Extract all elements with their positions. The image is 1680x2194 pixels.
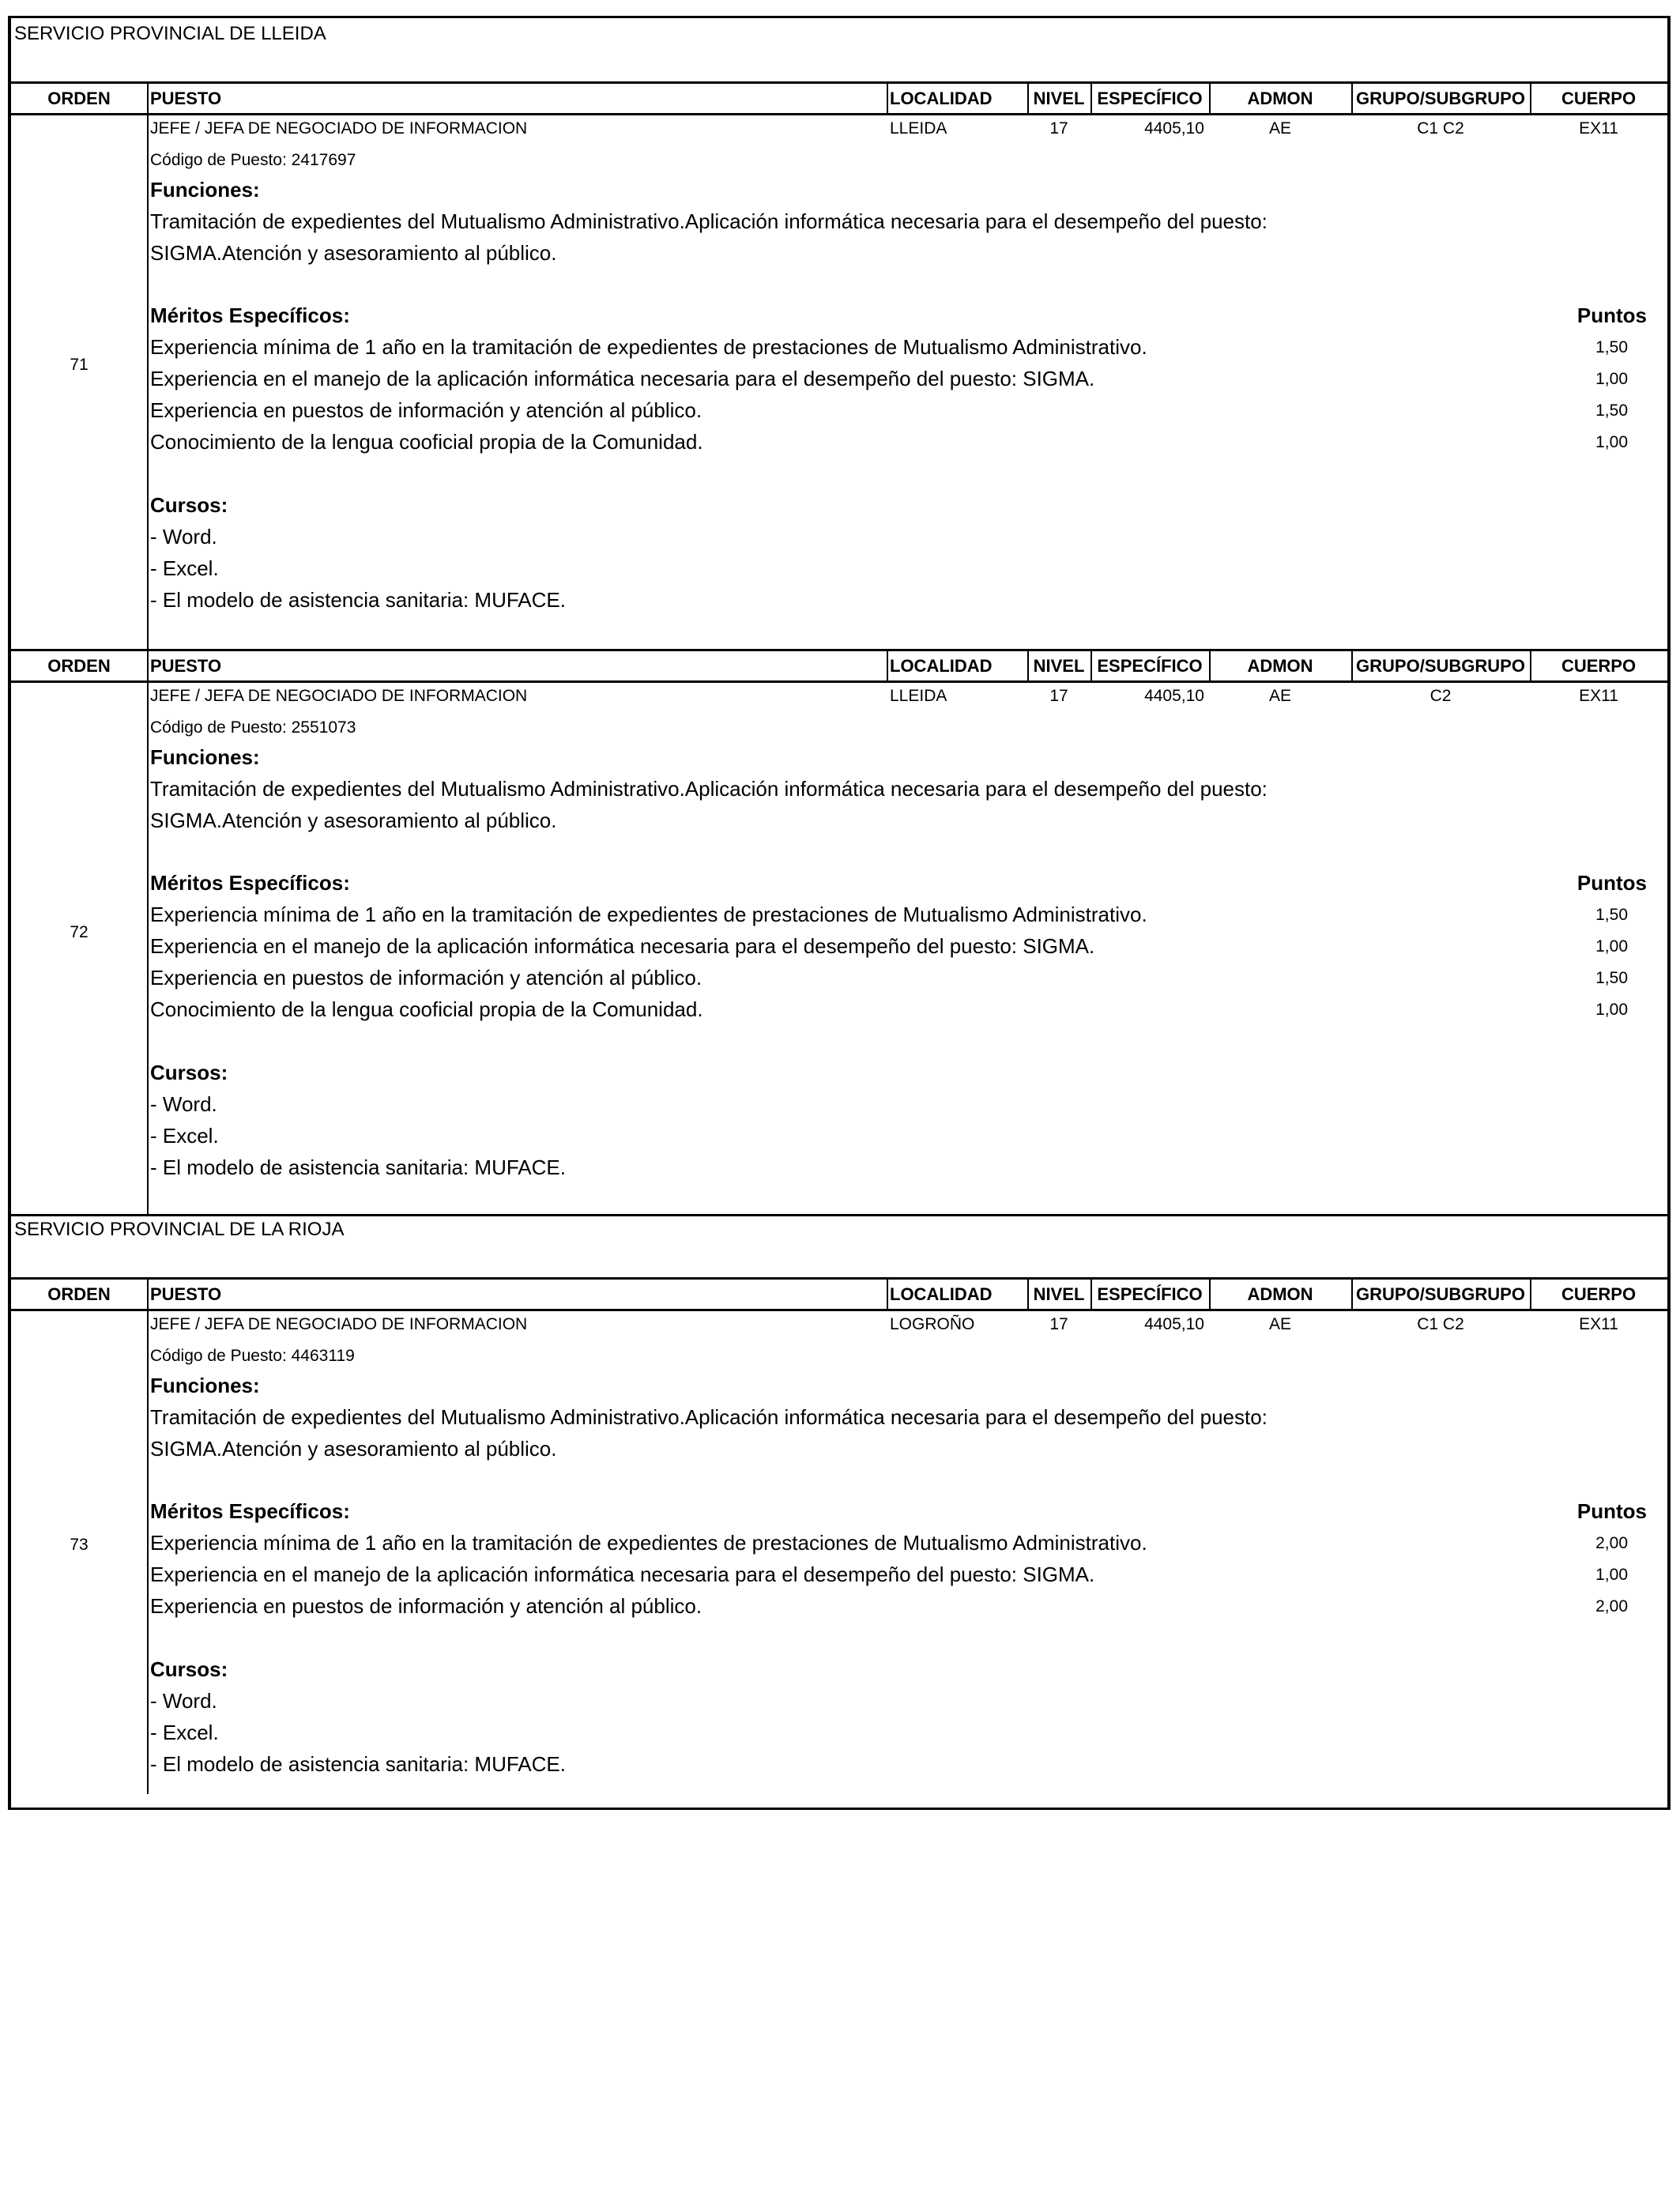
merito-puntos: 2,00 (1595, 1534, 1628, 1552)
funciones-line: Tramitación de expedientes del Mutualismo Administrativo.Aplicación informática necesaria para el desempeño del puesto: (150, 777, 1268, 801)
codigo-puesto: Código de Puesto: 4463119 (150, 1347, 355, 1365)
column-header-admon: ADMON (1247, 656, 1313, 676)
curso-line: - Excel. (150, 1124, 219, 1148)
curso-line: - El modelo de asistencia sanitaria: MUFACE. (150, 588, 566, 612)
column-header-puesto: PUESTO (150, 89, 222, 108)
funciones-line: SIGMA.Atención y asesoramiento al público. (150, 809, 557, 832)
curso-line: - Word. (150, 1092, 217, 1116)
funciones-line: SIGMA.Atención y asesoramiento al público. (150, 1437, 557, 1461)
column-divider (887, 1277, 888, 1309)
funciones-label: Funciones: (150, 745, 260, 769)
grupo-value: C1 C2 (1417, 1315, 1464, 1333)
curso-line: - El modelo de asistencia sanitaria: MUFACE. (150, 1155, 566, 1179)
row-divider (11, 680, 1667, 683)
row-divider (11, 81, 1667, 84)
curso-line: - Excel. (150, 1721, 219, 1744)
column-header-localidad: LOCALIDAD (890, 1284, 993, 1304)
column-header-orden: ORDEN (47, 89, 111, 108)
nivel-value: 17 (1049, 687, 1068, 705)
cuerpo-value: EX11 (1579, 119, 1618, 138)
cursos-label: Cursos: (150, 1061, 228, 1084)
column-divider (147, 113, 149, 649)
codigo-puesto: Código de Puesto: 2417697 (150, 151, 356, 169)
column-header-nivel: NIVEL (1033, 656, 1085, 676)
merito-puntos: 1,50 (1595, 338, 1628, 356)
column-header-especifico: ESPECÍFICO (1097, 1284, 1203, 1304)
column-header-puesto: PUESTO (150, 656, 222, 676)
especifico-value: 4405,10 (1144, 119, 1204, 138)
row-divider (11, 1214, 1667, 1216)
localidad-value: LLEIDA (890, 687, 947, 705)
orden-value: 72 (70, 923, 89, 941)
meritos-label: Méritos Específicos: (150, 303, 350, 327)
column-header-especifico: ESPECÍFICO (1097, 89, 1203, 108)
document-table (8, 16, 1671, 1810)
merito-line: Experiencia en el manejo de la aplicación informática necesaria para el desempeño del puesto: SIGMA. (150, 934, 1095, 958)
admon-value: AE (1268, 119, 1291, 138)
cursos-label: Cursos: (150, 1657, 228, 1681)
grupo-value: C1 C2 (1417, 119, 1464, 138)
merito-line: Conocimiento de la lengua cooficial propia de la Comunidad. (150, 430, 703, 454)
column-header-cuerpo: CUERPO (1561, 656, 1637, 676)
nivel-value: 17 (1049, 119, 1068, 138)
funciones-line: Tramitación de expedientes del Mutualismo Administrativo.Aplicación informática necesaria para el desempeño del puesto: (150, 1405, 1268, 1429)
meritos-label: Méritos Específicos: (150, 1499, 350, 1523)
merito-line: Experiencia mínima de 1 año en la tramitación de expedientes de prestaciones de Mutualismo Administrativo. (150, 335, 1147, 359)
column-header-admon: ADMON (1247, 1284, 1313, 1304)
merito-line: Conocimiento de la lengua cooficial propia de la Comunidad. (150, 997, 703, 1021)
column-divider (887, 81, 888, 113)
merito-puntos: 1,00 (1595, 370, 1628, 388)
admon-value: AE (1268, 687, 1291, 705)
puesto-value: JEFE / JEFA DE NEGOCIADO DE INFORMACION (150, 1315, 528, 1333)
merito-puntos: 1,50 (1595, 906, 1628, 924)
column-header-puesto: PUESTO (150, 1284, 222, 1304)
row-divider (11, 1309, 1667, 1311)
merito-puntos: 1,00 (1595, 1001, 1628, 1019)
especifico-value: 4405,10 (1144, 1315, 1204, 1333)
merito-line: Experiencia en el manejo de la aplicación informática necesaria para el desempeño del puesto: SIGMA. (150, 1563, 1095, 1586)
curso-line: - Word. (150, 1689, 217, 1713)
column-header-nivel: NIVEL (1033, 1284, 1085, 1304)
merito-puntos: 1,50 (1595, 969, 1628, 987)
especifico-value: 4405,10 (1144, 687, 1204, 705)
puesto-value: JEFE / JEFA DE NEGOCIADO DE INFORMACION (150, 687, 528, 705)
column-header-admon: ADMON (1247, 89, 1313, 108)
column-header-grupo: GRUPO/SUBGRUPO (1356, 1284, 1525, 1304)
funciones-line: SIGMA.Atención y asesoramiento al público. (150, 241, 557, 265)
puntos-label: Puntos (1576, 303, 1647, 327)
merito-line: Experiencia en puestos de información y atención al público. (150, 966, 703, 990)
puesto-value: JEFE / JEFA DE NEGOCIADO DE INFORMACION (150, 119, 528, 138)
codigo-puesto: Código de Puesto: 2551073 (150, 718, 356, 737)
merito-puntos: 1,00 (1595, 937, 1628, 956)
curso-line: - El modelo de asistencia sanitaria: MUFACE. (150, 1752, 566, 1776)
column-divider (147, 649, 149, 680)
merito-puntos: 1,50 (1595, 401, 1628, 420)
column-header-grupo: GRUPO/SUBGRUPO (1356, 89, 1525, 108)
orden-value: 71 (70, 356, 89, 374)
admon-value: AE (1268, 1315, 1291, 1333)
column-header-orden: ORDEN (47, 656, 111, 676)
column-divider (147, 680, 149, 1214)
puntos-label: Puntos (1576, 871, 1647, 895)
column-divider (147, 81, 149, 113)
merito-line: Experiencia mínima de 1 año en la tramitación de expedientes de prestaciones de Mutualismo Administrativo. (150, 1531, 1147, 1555)
merito-line: Experiencia en el manejo de la aplicación informática necesaria para el desempeño del puesto: SIGMA. (150, 367, 1095, 390)
cursos-label: Cursos: (150, 493, 228, 517)
funciones-line: Tramitación de expedientes del Mutualismo Administrativo.Aplicación informática necesaria para el desempeño del puesto: (150, 209, 1268, 233)
funciones-label: Funciones: (150, 1374, 260, 1397)
column-header-localidad: LOCALIDAD (890, 656, 993, 676)
column-header-especifico: ESPECÍFICO (1097, 656, 1203, 676)
cuerpo-value: EX11 (1579, 1315, 1618, 1333)
row-divider (11, 113, 1667, 115)
localidad-value: LOGROÑO (890, 1315, 975, 1333)
curso-line: - Excel. (150, 556, 219, 580)
row-divider (11, 1277, 1667, 1280)
column-header-orden: ORDEN (47, 1284, 111, 1304)
column-header-localidad: LOCALIDAD (890, 89, 993, 108)
column-header-nivel: NIVEL (1033, 89, 1085, 108)
service-title: SERVICIO PROVINCIAL DE LLEIDA (14, 23, 326, 44)
column-divider (887, 649, 888, 680)
column-divider (147, 1277, 149, 1309)
merito-line: Experiencia en puestos de información y atención al público. (150, 398, 703, 422)
column-header-cuerpo: CUERPO (1561, 89, 1637, 108)
column-header-grupo: GRUPO/SUBGRUPO (1356, 656, 1525, 676)
service-title: SERVICIO PROVINCIAL DE LA RIOJA (14, 1219, 345, 1240)
merito-puntos: 1,00 (1595, 1566, 1628, 1584)
nivel-value: 17 (1049, 1315, 1068, 1333)
merito-line: Experiencia mínima de 1 año en la tramitación de expedientes de prestaciones de Mutualismo Administrativo. (150, 903, 1147, 926)
funciones-label: Funciones: (150, 178, 260, 202)
merito-puntos: 2,00 (1595, 1597, 1628, 1615)
meritos-label: Méritos Específicos: (150, 871, 350, 895)
column-divider (147, 1309, 149, 1794)
merito-puntos: 1,00 (1595, 433, 1628, 451)
orden-value: 73 (70, 1536, 89, 1554)
column-header-cuerpo: CUERPO (1561, 1284, 1637, 1304)
curso-line: - Word. (150, 525, 217, 548)
cuerpo-value: EX11 (1579, 687, 1618, 705)
grupo-value: C2 (1430, 687, 1452, 705)
localidad-value: LLEIDA (890, 119, 947, 138)
puntos-label: Puntos (1576, 1499, 1647, 1523)
row-divider (11, 649, 1667, 651)
merito-line: Experiencia en puestos de información y atención al público. (150, 1594, 703, 1618)
